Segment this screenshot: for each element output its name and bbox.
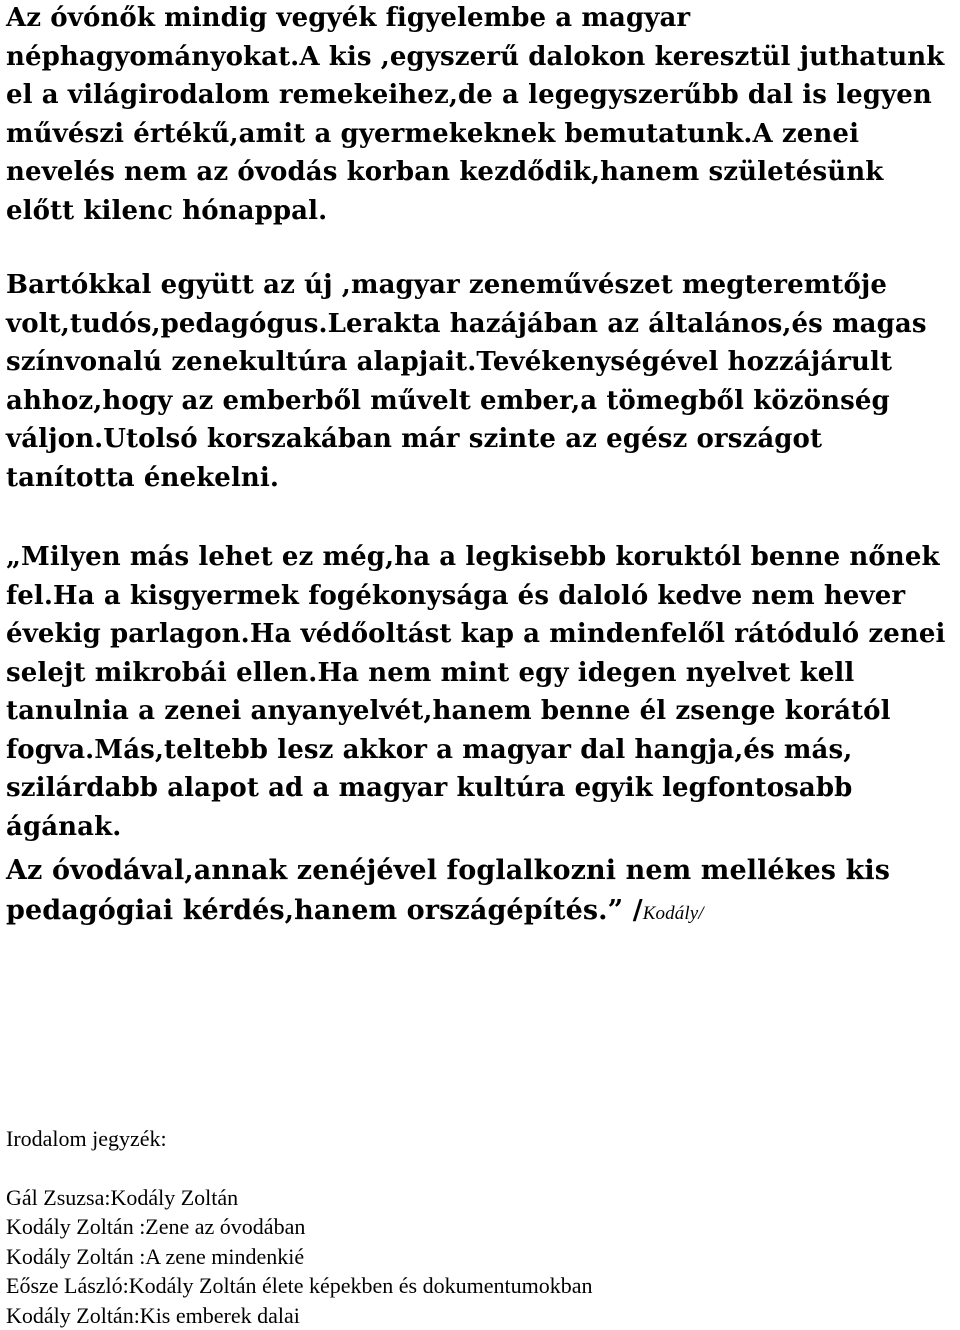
quote-author: Kodály/	[643, 903, 704, 924]
bibliography-item: Eősze László:Kodály Zoltán élete képekben és dokumentumokban	[6, 1271, 592, 1301]
paragraph-folk-traditions: Az óvónők mindig vegyék figyelembe a magyar néphagyományokat.A kis ,egyszerű dalokon keresztül juthatunk el a világirodalom remekeihez,de a legegyszerűbb dal is legyen művészi értékű,amit a gyermekeknek bemutatunk.A zenei nevelés nem az óvodás korban kezdődik,hanem születésünk előtt kilenc hónappal.	[6, 0, 956, 230]
paragraph-bartok-kodaly: Bartókkal együtt az új ,magyar zeneművészet megteremtője volt,tudós,pedagógus.Lerakta hazájában az általános,és magas színvonalú zenekultúra alapjait.Tevékenységével hozzájárult ahhoz,hogy az emberből művelt ember,a tömegből közönség váljon.Utolsó korszakában már szinte az egész országot tanította énekelni.	[6, 266, 956, 497]
bibliography-title: Irodalom jegyzék:	[6, 1124, 592, 1154]
bibliography-item: Kodály Zoltán :Zene az óvodában	[6, 1212, 592, 1242]
bibliography-list	[6, 1183, 592, 1330]
quote-end-text: Az óvodával,annak zenéjével foglalkozni nem mellékes kis pedagógiai kérdés,hanem országépítés.” /	[6, 855, 890, 926]
bibliography-item: Kodály Zoltán:Kis emberek dalai	[6, 1301, 592, 1330]
bibliography	[6, 1124, 592, 1330]
bibliography-item: Kodály Zoltán :A zene mindenkié	[6, 1242, 592, 1272]
paragraph-quote-end	[6, 851, 956, 934]
paragraph-quote: „Milyen más lehet ez még,ha a legkisebb koruktól benne nőnek fel.Ha a kisgyermek fogékonysága és daloló kedve nem hever évekig parlagon.Ha védőoltást kap a mindenfelől rátóduló zenei selejt mikrobái ellen.Ha nem mint egy idegen nyelvet kell tanulnia a zenei anyanyelvét,hanem benne él zsenge korától fogva.Más,teltebb lesz akkor a magyar dal hangja,és más, szilárdabb alapot ad a magyar kultúra egyik legfontosabb ágának.	[6, 538, 956, 846]
bibliography-item: Gál Zsuzsa:Kodály Zoltán	[6, 1183, 592, 1213]
